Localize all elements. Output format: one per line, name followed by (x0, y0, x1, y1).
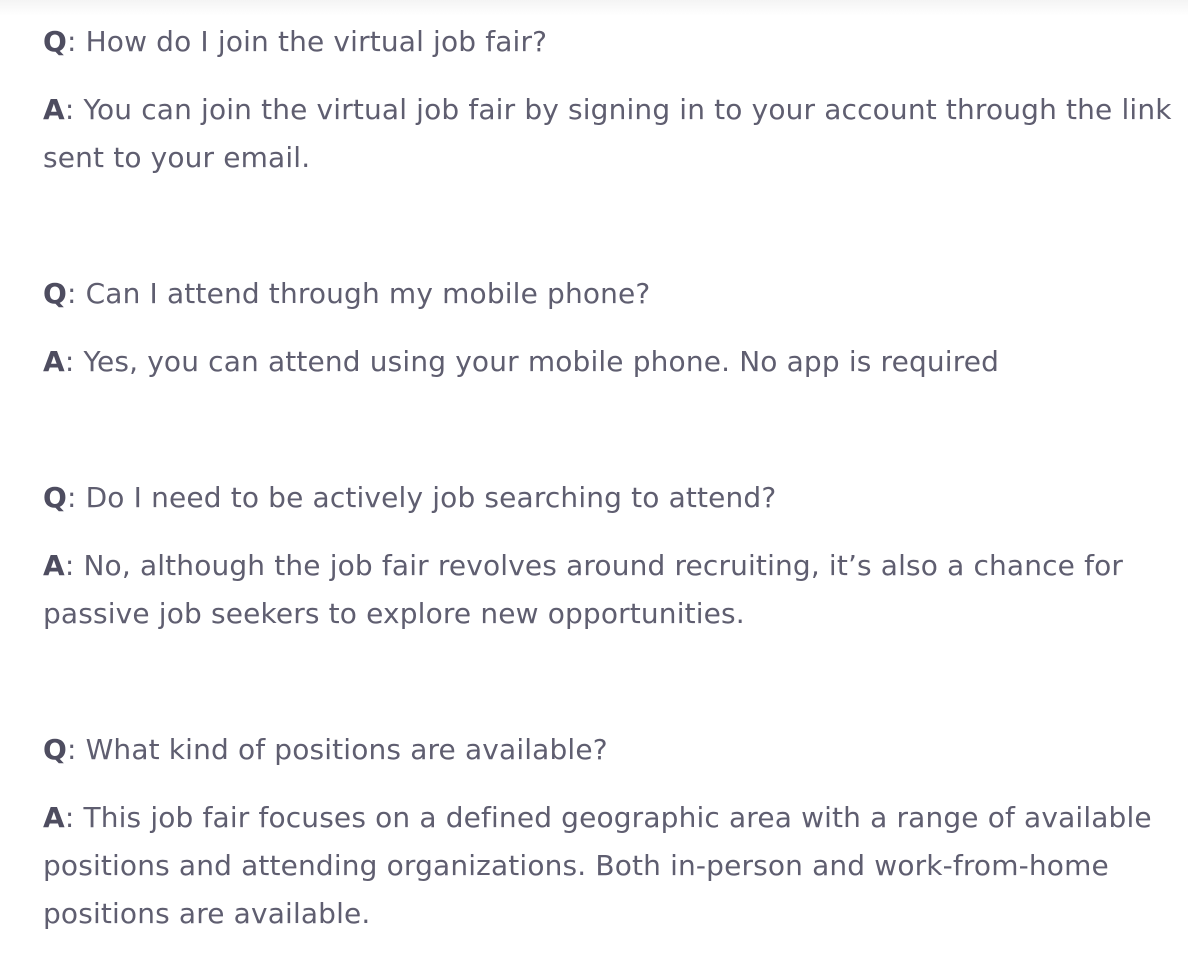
answer-text: : This job fair focuses on a defined geographic area with a range of available positions and attending organizations. Both in-person and work-from-home positions are available. (43, 801, 1152, 930)
faq-question (43, 726, 1173, 774)
faq-question (43, 474, 1173, 522)
faq-item (43, 474, 1173, 638)
top-shadow (0, 0, 1188, 16)
question-marker: Q (43, 277, 67, 310)
answer-marker: A (43, 93, 65, 126)
answer-text: : No, although the job fair revolves around recruiting, it’s also a chance for passive job seekers to explore new opportunities. (43, 549, 1124, 630)
faq-answer (43, 338, 1173, 386)
question-marker: Q (43, 481, 67, 514)
question-text: : Can I attend through my mobile phone? (66, 277, 651, 310)
faq-question (43, 270, 1173, 318)
answer-text: : Yes, you can attend using your mobile phone. No app is required (64, 345, 1000, 378)
faq-answer (43, 542, 1173, 638)
faq-answer (43, 794, 1173, 938)
question-marker: Q (43, 733, 67, 766)
question-text: : Do I need to be actively job searching to attend? (66, 481, 777, 514)
answer-marker: A (43, 801, 65, 834)
faq-item (43, 270, 1173, 386)
answer-marker: A (43, 549, 65, 582)
faq-item (43, 726, 1173, 938)
question-text: : What kind of positions are available? (66, 733, 608, 766)
question-text: : How do I join the virtual job fair? (66, 25, 548, 58)
answer-marker: A (43, 345, 65, 378)
question-marker: Q (43, 25, 67, 58)
answer-text: : You can join the virtual job fair by signing in to your account through the link sent to your email. (43, 93, 1172, 174)
faq-question (43, 18, 1173, 66)
faq-item (43, 18, 1173, 182)
faq-answer (43, 86, 1173, 182)
